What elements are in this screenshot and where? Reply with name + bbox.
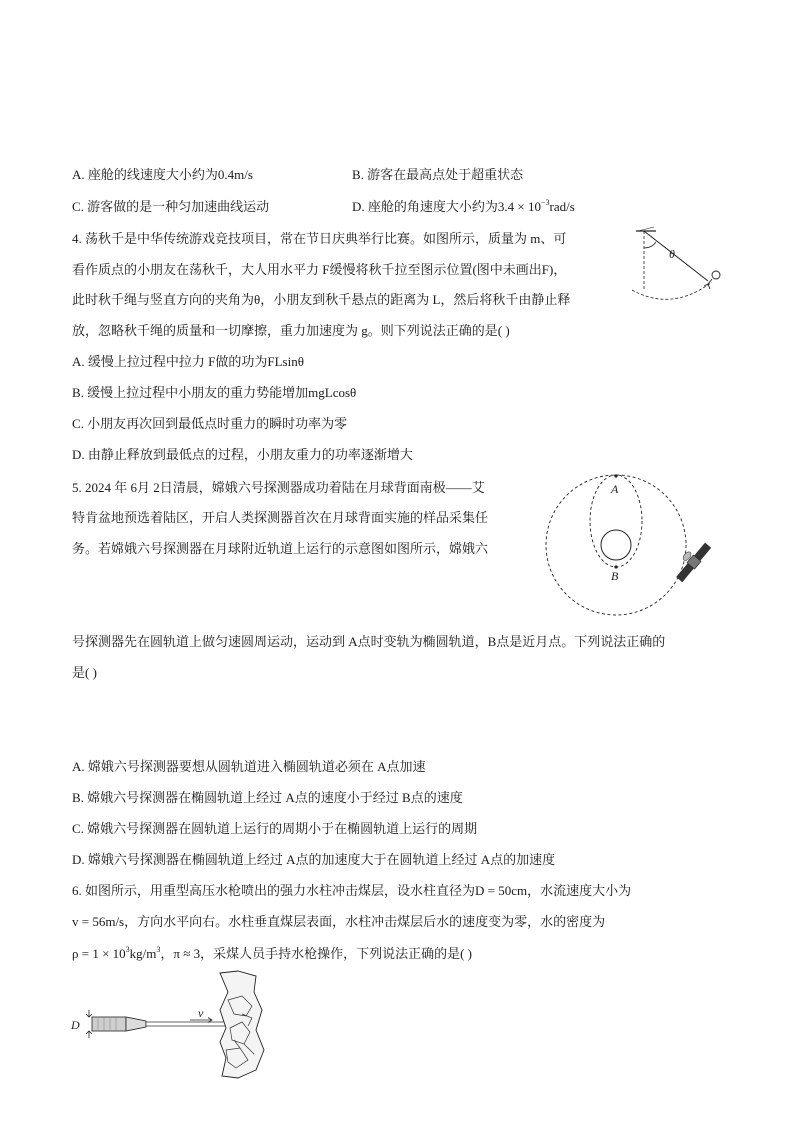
angle-arc <box>644 242 656 248</box>
velocity-label: v <box>198 1006 204 1020</box>
circular-orbit <box>546 475 686 615</box>
q3-option-a: A. 座舱的线速度大小约为0.4m/s <box>72 167 253 182</box>
q3-option-d <box>352 199 575 215</box>
q5-option-d: D. 嫦娥六号探测器在椭圆轨道上经过 A点的加速度大于在圆轨道上经过 A点的加速度 <box>72 852 556 867</box>
q6-stem-line-3 <box>72 946 472 962</box>
q6-unit-exponent: 3 <box>156 945 161 954</box>
diameter-arrowheads <box>86 1014 92 1034</box>
q3-option-d-exponent: −3 <box>540 198 550 207</box>
water-gun-figure <box>70 970 270 1082</box>
swing-rope <box>644 231 708 281</box>
coal-seam <box>220 971 264 1078</box>
nozzle-taper <box>126 1017 146 1031</box>
q4-option-c: C. 小朋友再次回到最低点时重力的瞬时功率为零 <box>72 416 348 431</box>
q6-stem-line-2: v = 56m/s，方向水平向右。水柱垂直煤层表面，水柱冲击煤层后水的速度变为零，水的密度为 <box>72 914 606 929</box>
diameter-label: D <box>71 1018 80 1032</box>
q4-option-d: D. 由静止释放到最低点的过程，小朋友重力的功率逐渐增大 <box>72 447 413 462</box>
q4-stem-line-1: 4. 荡秋千是中华传统游戏竞技项目，常在节日庆典举行比赛。如图所示，质量为 m、可 <box>72 231 567 246</box>
probe-icon <box>670 537 712 582</box>
child-head <box>712 271 720 279</box>
q3-option-d-prefix: D. 座舱的角速度大小约为3.4 × 10 <box>352 199 541 214</box>
q6-density-unit: kg/m <box>129 946 157 961</box>
q4-option-a: A. 缓慢上拉过程中拉力 F做的功为FLsinθ <box>72 354 304 369</box>
q6-density-suffix: ，π ≈ 3，采煤人员手持水枪操作，下列说法正确的是( ) <box>160 946 472 961</box>
orbit-figure <box>540 474 722 622</box>
water-jet <box>146 1022 226 1026</box>
angle-theta-label: θ <box>669 247 675 261</box>
q6-density-prefix: ρ = 1 × 10 <box>72 946 126 961</box>
q5-stem-line-4: 号探测器先在圆轨道上做匀速圆周运动，运动到 A点时变轨为椭圆轨道，B点是近月点。下列说法正确的 <box>72 634 666 649</box>
q6-density-exponent: 3 <box>125 945 130 954</box>
q3-option-d-suffix: rad/s <box>549 199 575 214</box>
q3-option-c: C. 游客做的是一种匀加速曲线运动 <box>72 199 270 214</box>
swing-path-arc <box>632 282 712 299</box>
point-a-marker <box>614 474 617 477</box>
q4-stem-line-2: 看作质点的小朋友在荡秋千，大人用水平力 F缓慢将秋千拉至图示位置(图中未画出F)， <box>72 262 567 277</box>
point-b-label: B <box>611 569 619 583</box>
swing-pivot-hatch <box>638 227 654 231</box>
q5-stem-line-2: 特肯盆地预选着陆区，开启人类探测器首次在月球背面实施的样品采集任 <box>72 510 489 525</box>
q5-stem-line-1: 5. 2024 年 6月 2日清晨，嫦娥六号探测器成功着陆在月球背面南极——艾 <box>72 480 485 495</box>
q4-option-b: B. 缓慢上拉过程中小朋友的重力势能增加mgLcosθ <box>72 385 357 400</box>
point-a-label: A <box>611 482 619 496</box>
q5-option-c: C. 嫦娥六号探测器在圆轨道上运行的周期小于在椭圆轨道上运行的周期 <box>72 821 478 836</box>
moon <box>601 530 631 560</box>
q4-stem-line-3: 此时秋千绳与竖直方向的夹角为θ，小朋友到秋千悬点的距离为 L，然后将秋千由静止释 <box>72 292 571 307</box>
q5-option-b: B. 嫦娥六号探测器在椭圆轨道上经过 A点的速度小于经过 B点的速度 <box>72 790 463 805</box>
q6-stem-line-1: 6. 如图所示，用重型高压水枪喷出的强力水柱冲击煤层，设水柱直径为D = 50cm，水流速度大小为 <box>72 883 632 898</box>
swing-figure <box>622 226 726 302</box>
q4-stem-line-4: 放，忽略秋千绳的质量和一切摩擦，重力加速度为 g。则下列说法正确的是( ) <box>72 323 510 338</box>
q5-stem-line-5: 是( ) <box>72 665 97 680</box>
q3-option-b: B. 游客在最高点处于超重状态 <box>352 167 524 182</box>
q5-stem-line-3: 务。若嫦娥六号探测器在月球附近轨道上运行的示意图如图所示，嫦娥六 <box>72 541 489 556</box>
q5-option-a: A. 嫦娥六号探测器要想从圆轨道进入椭圆轨道必须在 A点加速 <box>72 759 426 774</box>
nozzle-base <box>92 1017 126 1031</box>
